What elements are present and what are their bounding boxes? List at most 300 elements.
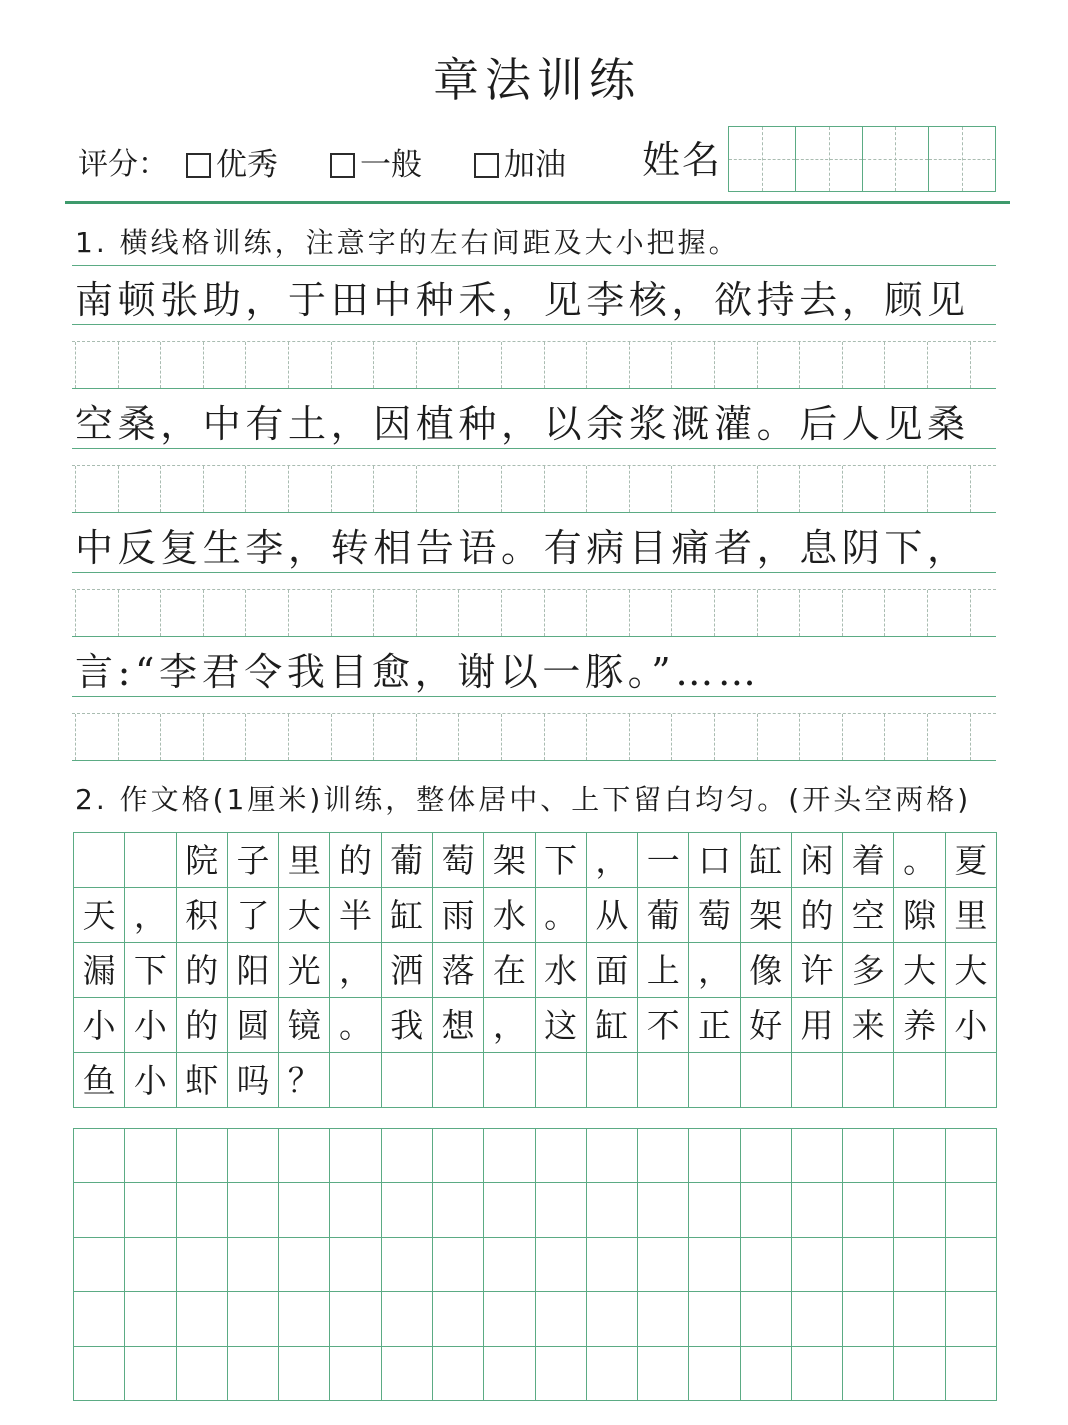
guide-tick-line [245,342,246,388]
guide-tick-line [544,590,545,636]
blank-grid-cell[interactable] [741,1292,792,1346]
blank-grid-cell[interactable] [330,1238,381,1292]
guide-tick-line [970,466,971,512]
composition-grid-cell: 缸 [741,833,792,888]
blank-grid-cell[interactable] [433,1129,484,1183]
practice-line-text: 空桑，中有土，因植种，以余浆溉灌。后人见桑 [72,389,996,449]
rating-option-label: 优秀 [216,147,278,183]
name-entry-box[interactable] [729,127,796,191]
guide-tick-line [586,590,587,636]
blank-grid-cell[interactable] [536,1129,587,1183]
guide-tick-line [757,714,758,760]
composition-grid-cell: 天 [74,888,125,943]
composition-grid-cell: 镜 [279,998,330,1053]
composition-grid-cell: 。 [330,998,381,1053]
blank-grid-cell[interactable] [792,1238,843,1292]
rating-option-label: 一般 [360,147,422,183]
blank-grid-cell[interactable] [382,1292,433,1346]
blank-grid-cell[interactable] [177,1238,228,1292]
composition-grid-cell [689,1053,740,1108]
blank-grid-cell[interactable] [894,1238,945,1292]
composition-grid-cell: 架 [741,888,792,943]
blank-grid-cell[interactable] [843,1183,894,1237]
composition-grid-cell [792,1053,843,1108]
blank-grid-cell[interactable] [433,1183,484,1237]
composition-grid-cell: 半 [330,888,381,943]
rating-checkbox-keep-going[interactable] [474,153,499,178]
blank-grid-cell[interactable] [638,1183,689,1237]
composition-grid-cell: 漏 [74,943,125,998]
guide-tick-line [331,590,332,636]
blank-grid-cell[interactable] [946,1183,997,1237]
guide-tick-line [501,466,502,512]
blank-grid-cell[interactable] [894,1347,945,1401]
guide-tick-line [671,714,672,760]
name-entry-box[interactable] [796,127,863,191]
guide-tick-line [416,714,417,760]
composition-grid-cell: 里 [946,888,997,943]
guide-tick-line [842,590,843,636]
practice-block [72,389,996,513]
guide-tick-line [629,714,630,760]
composition-grid-cell [946,1053,997,1108]
composition-grid-cell: 水 [536,943,587,998]
guide-tick-line [884,590,885,636]
blank-grid-cell[interactable] [843,1129,894,1183]
guide-tick-line [245,714,246,760]
guide-tick-line [331,714,332,760]
composition-grid-cell [484,1053,535,1108]
blank-grid-cell[interactable] [433,1238,484,1292]
guide-tick-line [544,466,545,512]
practice-block [72,513,996,637]
page-title: 章法训练 [433,53,641,107]
practice-writing-strip [72,466,996,512]
blank-grid-cell[interactable] [792,1292,843,1346]
blank-grid-cell[interactable] [228,1292,279,1346]
blank-grid-cell[interactable] [125,1129,176,1183]
composition-grid-cell: 小 [125,998,176,1053]
guide-tick-line [245,590,246,636]
blank-grid-cell[interactable] [741,1183,792,1237]
guide-tick-line [671,466,672,512]
composition-grid-cell: 缸 [587,998,638,1053]
composition-grid-cell: 口 [689,833,740,888]
guide-tick-line [458,342,459,388]
blank-grid-cell[interactable] [279,1292,330,1346]
blank-grid-cell[interactable] [330,1347,381,1401]
guide-tick-line [373,466,374,512]
composition-grid-cell: 来 [843,998,894,1053]
blank-grid-cell[interactable] [484,1238,535,1292]
guide-tick-line [799,342,800,388]
guide-tick-line [203,466,204,512]
blank-grid-cell[interactable] [330,1129,381,1183]
composition-grid-cell: 。 [894,833,945,888]
blank-grid-cell[interactable] [894,1129,945,1183]
blank-grid-cell[interactable] [946,1129,997,1183]
guide-tick-line [629,466,630,512]
guide-tick-line [203,714,204,760]
blank-grid-cell[interactable] [484,1347,535,1401]
guide-tick-line [799,590,800,636]
composition-grid-cell: 许 [792,943,843,998]
guide-tick-line [714,342,715,388]
blank-grid-cell[interactable] [689,1292,740,1346]
guide-tick-line [118,466,119,512]
composition-grid-cell [330,1053,381,1108]
guide-tick-line [714,590,715,636]
guide-tick-line [671,590,672,636]
guide-tick-line [373,590,374,636]
guide-tick-line [118,342,119,388]
guide-tick-line [160,590,161,636]
composition-grid-cell: 养 [894,998,945,1053]
blank-grid-cell[interactable] [587,1183,638,1237]
composition-grid-cell [125,833,176,888]
blank-grid-cell[interactable] [382,1183,433,1237]
composition-grid-cell: 吗 [228,1053,279,1108]
blank-grid-cell[interactable] [638,1292,689,1346]
blank-grid-cell[interactable] [843,1347,894,1401]
blank-grid-cell[interactable] [792,1129,843,1183]
guide-tick-line [160,466,161,512]
composition-grid-cell: 闲 [792,833,843,888]
guide-tick-line [586,342,587,388]
guide-tick-line [799,714,800,760]
practice-line-text: 南顿张助，于田中种禾，见李核，欲持去，顾见 [72,265,996,325]
blank-grid-cell[interactable] [74,1183,125,1237]
name-entry-box[interactable] [929,127,995,191]
guide-tick-line [288,714,289,760]
blank-grid-cell[interactable] [125,1183,176,1237]
composition-grid-cell: 萄 [689,888,740,943]
guide-tick-line [373,714,374,760]
guide-tick-line [927,466,928,512]
guide-tick-line [203,590,204,636]
blank-grid-cell[interactable] [484,1292,535,1346]
composition-grid-cell: 上 [638,943,689,998]
blank-grid-cell[interactable] [125,1347,176,1401]
name-label: 姓名 [642,138,723,182]
composition-grid-cell [741,1053,792,1108]
guide-tick-line [288,466,289,512]
guide-tick-line [629,590,630,636]
composition-grid-cell: 多 [843,943,894,998]
blank-grid-cell[interactable] [382,1347,433,1401]
guide-tick-line [884,466,885,512]
guide-tick-line [544,714,545,760]
guide-tick-line [757,466,758,512]
blank-grid-cell[interactable] [177,1347,228,1401]
composition-grid-cell [433,1053,484,1108]
blank-grid-cell[interactable] [638,1129,689,1183]
guide-tick-line [842,342,843,388]
guide-tick-line [757,590,758,636]
guide-tick-line [927,714,928,760]
blank-grid-cell[interactable] [228,1238,279,1292]
blank-grid-cell[interactable] [536,1347,587,1401]
blank-grid-cell[interactable] [587,1292,638,1346]
guide-tick-line [586,466,587,512]
guide-tick-line [842,466,843,512]
guide-tick-line [586,714,587,760]
composition-grid-cell: 下 [536,833,587,888]
composition-grid-cell: 院 [177,833,228,888]
guide-tick-line [799,466,800,512]
blank-grid-cell[interactable] [536,1183,587,1237]
guide-tick-line [501,714,502,760]
composition-grid-cell: 一 [638,833,689,888]
composition-grid-cell [894,1053,945,1108]
composition-grid-cell: 子 [228,833,279,888]
guide-tick-line [884,342,885,388]
blank-grid-cell[interactable] [279,1183,330,1237]
header-divider [65,201,1010,204]
blank-grid-cell[interactable] [946,1238,997,1292]
blank-grid-cell[interactable] [843,1238,894,1292]
blank-grid-cell[interactable] [792,1183,843,1237]
composition-grid-cell: 缸 [382,888,433,943]
blank-grid-cell[interactable] [177,1292,228,1346]
composition-grid-cell: 好 [741,998,792,1053]
rating-checkbox-excellent[interactable] [186,153,211,178]
blank-grid-cell[interactable] [125,1238,176,1292]
composition-grid-cell [382,1053,433,1108]
guide-tick-line [501,342,502,388]
blank-grid-cell[interactable] [946,1292,997,1346]
blank-grid-cell[interactable] [536,1292,587,1346]
composition-grid-cell: 大 [894,943,945,998]
blank-grid-cell[interactable] [177,1183,228,1237]
blank-grid-cell[interactable] [536,1238,587,1292]
composition-grid-cell: 洒 [382,943,433,998]
guide-tick-line [160,714,161,760]
guide-tick-line [416,342,417,388]
composition-grid-cell: 的 [177,998,228,1053]
ruled-line [72,760,996,761]
rating-option-excellent[interactable] [186,146,278,184]
blank-grid-cell[interactable] [689,1183,740,1237]
composition-grid-cell: 落 [433,943,484,998]
guide-tick-line [203,342,204,388]
blank-grid-cell[interactable] [638,1347,689,1401]
rating-option-label: 加油 [504,147,566,183]
composition-grid-cell: 大 [279,888,330,943]
blank-grid-cell[interactable] [638,1238,689,1292]
blank-grid-cell[interactable] [279,1129,330,1183]
blank-grid-cell[interactable] [587,1238,638,1292]
composition-grid-cell: 夏 [946,833,997,888]
composition-grid-cell: ， [330,943,381,998]
section2-heading: 2. 作文格(1厘米)训练，整体居中、上下留白均匀。(开头空两格) [75,783,972,816]
composition-grid-cell: 大 [946,943,997,998]
guide-tick-line [416,466,417,512]
blank-grid-cell[interactable] [843,1292,894,1346]
composition-grid-cell: 积 [177,888,228,943]
blank-grid-cell[interactable] [433,1347,484,1401]
guide-tick-line [629,342,630,388]
blank-grid-cell[interactable] [587,1347,638,1401]
composition-grid-cell: 从 [587,888,638,943]
guide-tick-line [118,590,119,636]
blank-grid-cell[interactable] [125,1292,176,1346]
guide-tick-line [245,466,246,512]
practice-writing-strip [72,590,996,636]
composition-grid-cell: 水 [484,888,535,943]
practice-block [72,265,996,389]
composition-grid-cell: 光 [279,943,330,998]
guide-tick-line [970,590,971,636]
blank-grid-cell[interactable] [587,1129,638,1183]
name-entry-grid [728,126,996,192]
guide-tick-line [373,342,374,388]
rating-option-average[interactable] [330,146,422,184]
practice-block [72,637,996,761]
guide-tick-line [458,466,459,512]
composition-grid-cell: 的 [792,888,843,943]
composition-grid-cell: 空 [843,888,894,943]
section1-heading: 1. 横线格训练，注意字的左右间距及大小把握。 [75,226,740,259]
blank-grid-cell[interactable] [330,1292,381,1346]
guide-tick-line [757,342,758,388]
blank-grid-cell[interactable] [279,1238,330,1292]
composition-grid-cell: 隙 [894,888,945,943]
composition-grid-cell: 不 [638,998,689,1053]
guide-tick-line [501,590,502,636]
composition-grid-cell: 这 [536,998,587,1053]
blank-grid-cell[interactable] [741,1238,792,1292]
blank-grid-cell[interactable] [382,1129,433,1183]
blank-grid-cell[interactable] [279,1347,330,1401]
guide-tick-line [927,590,928,636]
blank-grid-cell[interactable] [792,1347,843,1401]
guide-tick-line [118,714,119,760]
practice-line-text: 中反复生李，转相告语。有病目痛者，息阴下， [72,513,996,573]
composition-grid-cell: 在 [484,943,535,998]
guide-tick-line [714,466,715,512]
blank-grid-cell[interactable] [228,1129,279,1183]
guide-tick-line [331,342,332,388]
composition-grid-cell: 圆 [228,998,279,1053]
practice-writing-strip [72,342,996,388]
guide-tick-line [288,590,289,636]
composition-grid-blank [73,1128,997,1401]
blank-grid-cell[interactable] [741,1129,792,1183]
composition-grid-cell: 小 [946,998,997,1053]
composition-grid-example [73,832,997,1108]
composition-grid-cell: 的 [177,943,228,998]
guide-tick-line [842,714,843,760]
composition-grid-cell: 鱼 [74,1053,125,1108]
composition-grid-cell [587,1053,638,1108]
composition-grid-cell: 面 [587,943,638,998]
guide-tick-line [544,342,545,388]
blank-grid-cell[interactable] [330,1183,381,1237]
blank-grid-cell[interactable] [689,1238,740,1292]
blank-grid-cell[interactable] [484,1183,535,1237]
composition-grid-cell: 用 [792,998,843,1053]
blank-grid-cell[interactable] [74,1347,125,1401]
blank-grid-cell[interactable] [74,1292,125,1346]
blank-grid-cell[interactable] [177,1129,228,1183]
composition-grid-cell: ， [587,833,638,888]
rating-label: 评分： [78,147,168,182]
practice-writing-strip [72,714,996,760]
composition-grid-cell: 小 [125,1053,176,1108]
composition-grid-cell: 我 [382,998,433,1053]
blank-grid-cell[interactable] [946,1347,997,1401]
composition-grid-cell [843,1053,894,1108]
composition-grid-cell [74,833,125,888]
composition-grid-cell: 正 [689,998,740,1053]
composition-grid-cell: 像 [741,943,792,998]
composition-grid-cell: 架 [484,833,535,888]
composition-grid-cell: 的 [330,833,381,888]
blank-grid-cell[interactable] [74,1238,125,1292]
guide-tick-line [458,590,459,636]
guide-tick-line [75,714,76,760]
guide-tick-line [75,342,76,388]
composition-grid-cell: 阳 [228,943,279,998]
composition-grid-cell: 着 [843,833,894,888]
blank-grid-cell[interactable] [484,1129,535,1183]
composition-grid-cell: 想 [433,998,484,1053]
blank-grid-cell[interactable] [689,1347,740,1401]
composition-grid-cell: 。 [536,888,587,943]
blank-grid-cell[interactable] [433,1292,484,1346]
composition-grid-cell: ， [125,888,176,943]
blank-grid-cell[interactable] [894,1292,945,1346]
composition-grid-cell: 葡 [638,888,689,943]
composition-grid-cell: 葡 [382,833,433,888]
blank-grid-cell[interactable] [689,1129,740,1183]
blank-grid-cell[interactable] [741,1347,792,1401]
blank-grid-cell[interactable] [894,1183,945,1237]
guide-tick-line [288,342,289,388]
guide-tick-line [331,466,332,512]
composition-grid-cell: 下 [125,943,176,998]
composition-grid-cell: 小 [74,998,125,1053]
composition-grid-cell: 虾 [177,1053,228,1108]
guide-tick-line [75,466,76,512]
blank-grid-cell[interactable] [228,1347,279,1401]
blank-grid-cell[interactable] [74,1129,125,1183]
composition-grid-cell: 里 [279,833,330,888]
guide-tick-line [714,714,715,760]
composition-grid-cell: 了 [228,888,279,943]
blank-grid-cell[interactable] [228,1183,279,1237]
composition-grid-cell: 雨 [433,888,484,943]
guide-tick-line [671,342,672,388]
practice-line-text: 言:“李君令我目愈，谢以一豚。”…… [72,637,996,697]
composition-grid-cell: 萄 [433,833,484,888]
guide-tick-line [416,590,417,636]
composition-grid-cell: ？ [279,1053,330,1108]
composition-grid-cell: ， [689,943,740,998]
blank-grid-cell[interactable] [382,1238,433,1292]
name-entry-box[interactable] [863,127,930,191]
guide-tick-line [884,714,885,760]
composition-grid-cell [536,1053,587,1108]
guide-tick-line [927,342,928,388]
guide-tick-line [970,342,971,388]
rating-option-keep-going[interactable] [474,146,566,184]
guide-tick-line [75,590,76,636]
horizontal-line-practice-area [72,265,996,762]
guide-tick-line [458,714,459,760]
rating-checkbox-average[interactable] [330,153,355,178]
